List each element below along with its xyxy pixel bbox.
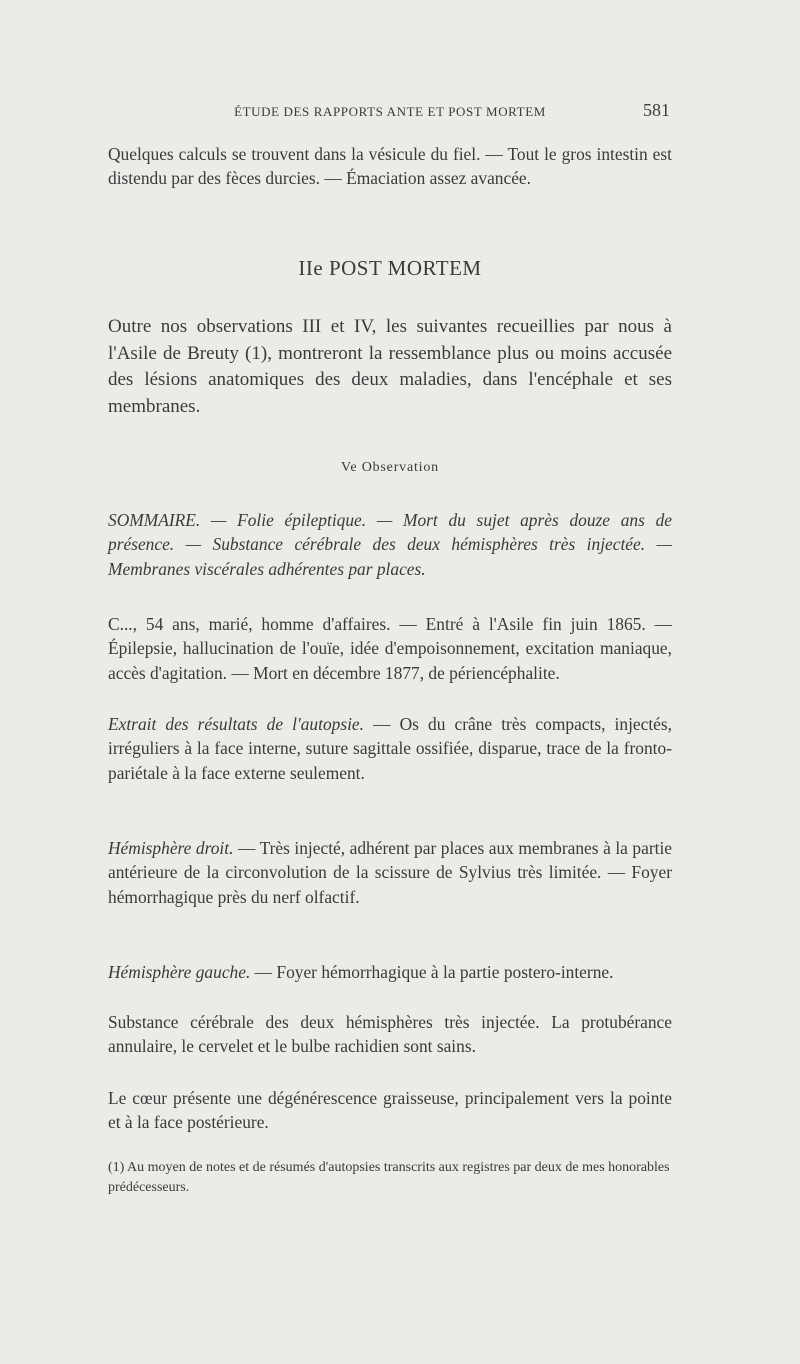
running-title: ÉTUDE DES RAPPORTS ANTE ET POST MORTEM — [234, 104, 546, 119]
case-paragraph: C..., 54 ans, marié, homme d'affaires. — Entré à l'Asile fin juin 1865. — Épilepsie, hallucination de l'ouïe, idée d'empoisonnement, excitation maniaque, accès d'agitation. — Mort en décembre 1877, de périencéphalite. — [108, 614, 672, 683]
autopsy-paragraph — [108, 712, 672, 785]
autopsy-lead: Extrait des résultats de l'autopsie. — [108, 714, 365, 734]
autopsy-text: — Os du crâne très compacts, injectés, irréguliers à la face interne, suture sagittale ossifiée, disparue, trace de la fronto-pariétale à la face externe seulement. — [108, 714, 673, 783]
heart-paragraph: Le cœur présente une dégénérescence graisseuse, principalement vers la pointe et à la face postérieure. — [108, 1088, 672, 1133]
left-hemisphere-lead: Hémisphère gauche. — [108, 962, 251, 982]
running-head — [110, 100, 670, 122]
left-hemisphere-text: — Foyer hémorrhagique à la partie postero-interne. — [250, 962, 614, 982]
observation-heading: Ve Observation — [341, 460, 439, 475]
observation-summary: SOMMAIRE. — Folie épileptique. — Mort du sujet après douze ans de présence. — Substance cérébrale des deux hémisphères très injectée. — Membranes viscérales adhérentes par places. — [108, 510, 672, 579]
right-hemisphere-paragraph — [108, 836, 672, 909]
right-hemisphere-lead: Hémisphère droit. — [108, 838, 234, 858]
left-hemisphere-paragraph — [108, 960, 672, 984]
footnote: (1) Au moyen de notes et de résumés d'autopsies transcrits aux registres par deux de mes honorables prédécesseurs. — [108, 1160, 670, 1195]
right-hemisphere-text: — Très injecté, adhérent par places aux membranes à la partie antérieure de la circonvolution de la scissure de Sylvius très limitée. — Foyer hémorrhagique près du nerf olfactif. — [108, 838, 672, 907]
page-number: 581 — [643, 100, 670, 120]
intro-paragraph: Quelques calculs se trouvent dans la vésicule du fiel. — Tout le gros intestin est distendu par des fèces durcies. — Émaciation assez avancée. — [108, 144, 672, 189]
substance-paragraph: Substance cérébrale des deux hémisphères très injectée. La protubérance annulaire, le cervelet et le bulbe rachidien sont sains. — [108, 1012, 672, 1057]
section-paragraph: Outre nos observations III et IV, les suivantes recueillies par nous à l'Asile de Breuty (1), montreront la ressemblance plus ou moins accusée des lésions anatomiques des deux maladies, dans l'encéphale et ses membranes. — [108, 316, 672, 417]
section-heading: IIe POST MORTEM — [298, 256, 482, 280]
